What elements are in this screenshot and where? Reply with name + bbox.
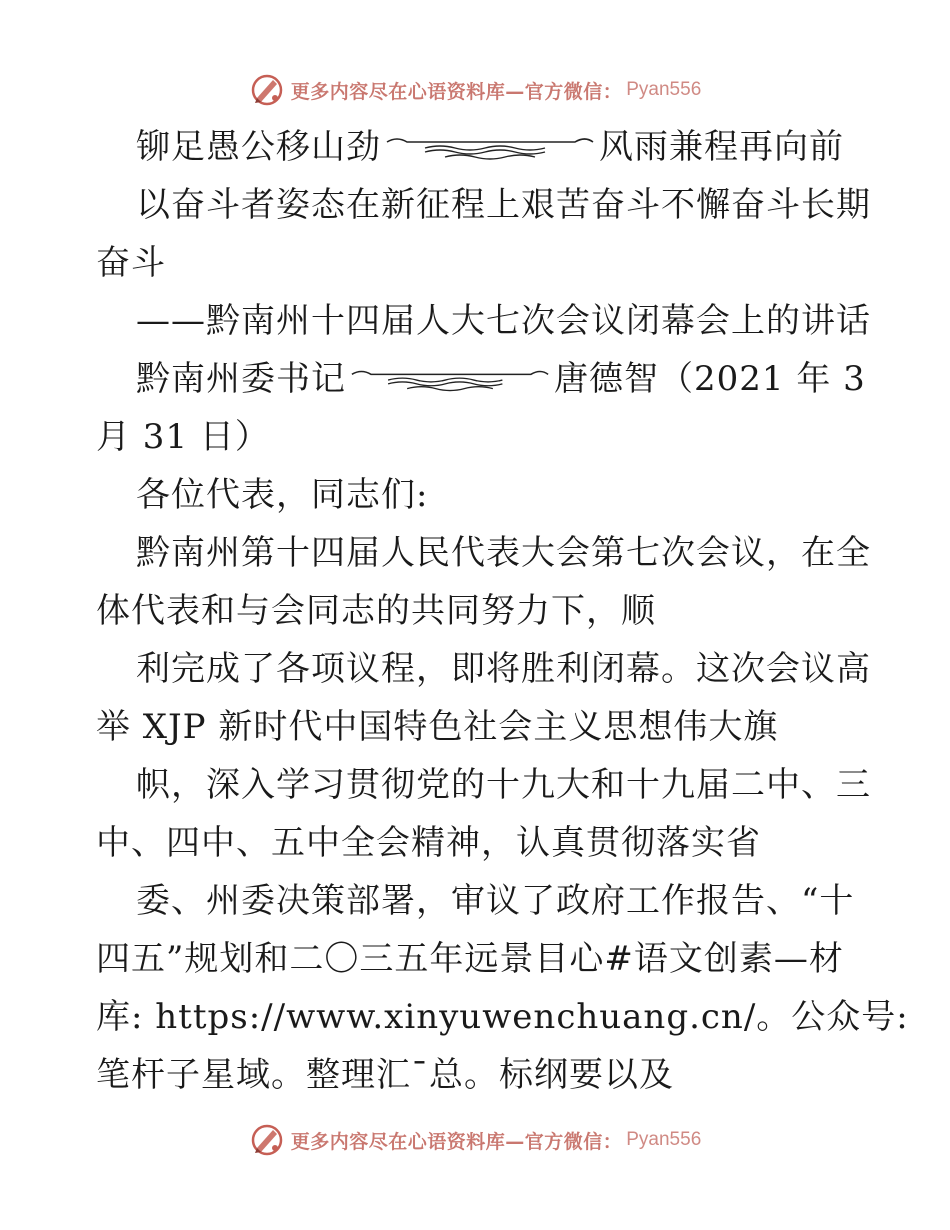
paragraph-line: 利完成了各项议程，即将胜利闭幕。这次会议高 — [136, 649, 871, 689]
paragraph-line: 中、四中、五中全会精神，认真贯彻落实省 — [96, 823, 761, 863]
paragraph-line: 委、州委决策部署，审议了政府工作报告、“十 — [136, 881, 855, 921]
author-name-date: 唐德智（2021 年 3 — [554, 359, 866, 399]
pen-logo-icon — [249, 1122, 285, 1158]
date-line-cont: 月 31 日） — [96, 417, 270, 457]
author-line — [96, 350, 866, 408]
title-part-1: 铆足愚公移山劲 — [136, 127, 381, 167]
paragraph-line: 笔杆子星域。整理汇¯总。标纲要以及 — [96, 1055, 674, 1095]
paragraph-line: 举 XJP 新时代中国特色社会主义思想伟大旗 — [96, 707, 779, 747]
salutation-line: 各位代表，同志们: — [136, 475, 429, 515]
wave-decoration-icon — [385, 134, 595, 164]
watermark-text: 更多内容尽在心语资料库—官方微信： — [290, 80, 623, 103]
paragraph-line: 黔南州第十四届人民代表大会第七次会议，在全 — [136, 533, 871, 573]
wave-decoration-icon — [350, 366, 550, 396]
title-part-2: 风雨兼程再向前 — [599, 127, 844, 167]
subtitle-line-cont: 奋斗 — [96, 243, 166, 283]
footer-watermark — [0, 1118, 950, 1162]
document-body — [96, 118, 909, 1104]
watermark-wechat-id: Pyan556 — [626, 1129, 702, 1150]
author-title: 黔南州委书记 — [136, 359, 346, 399]
subtitle-line: 以奋斗者姿态在新征程上艰苦奋斗不懈奋斗长期 — [136, 185, 871, 225]
watermark-wechat-id: Pyan556 — [626, 79, 702, 100]
pen-logo-icon — [249, 72, 285, 108]
paragraph-line: 体代表和与会同志的共同努力下，顺 — [96, 591, 656, 631]
paragraph-line: 帜，深入学习贯彻党的十九大和十九届二中、三 — [136, 765, 871, 805]
title-line — [96, 118, 856, 176]
speech-source-line: ——黔南州十四届人大七次会议闭幕会上的讲话 — [136, 301, 871, 341]
watermark-text: 更多内容尽在心语资料库—官方微信： — [290, 1130, 623, 1153]
paragraph-line: 库: https://www.xinyuwenchuang.cn/。公众号: — [96, 997, 909, 1037]
paragraph-line: 四五”规划和二〇三五年远景目心#语文创素—材 — [96, 939, 844, 979]
header-watermark — [0, 68, 950, 112]
